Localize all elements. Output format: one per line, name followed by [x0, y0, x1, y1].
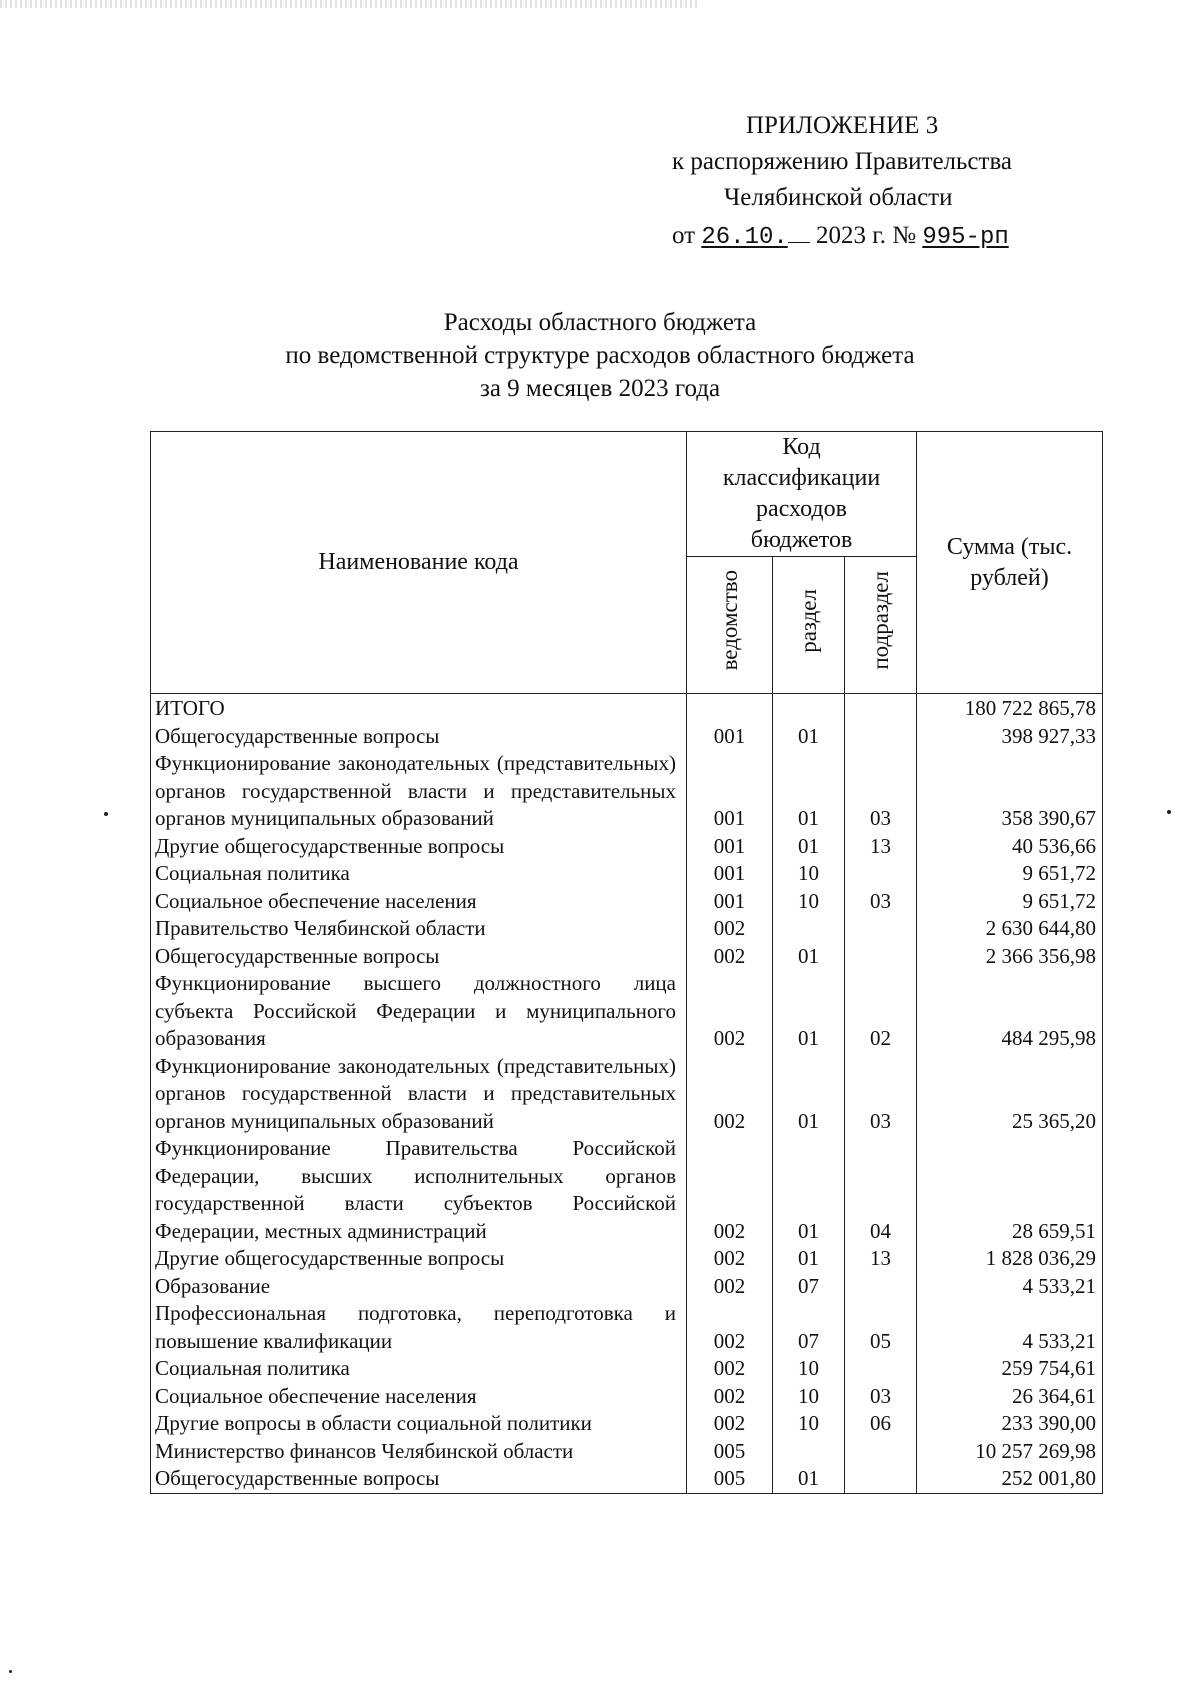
row-sum: 9 651,72 — [917, 888, 1103, 916]
row-sum: 40 536,66 — [917, 833, 1103, 861]
row-sum: 252 001,80 — [917, 1465, 1103, 1493]
row-department: 002 — [687, 1245, 773, 1273]
row-sum: 4 533,21 — [917, 1300, 1103, 1355]
row-sum: 1 828 036,29 — [917, 1245, 1103, 1273]
row-section — [773, 915, 845, 943]
document-title-line2: по ведомственной структуре расходов областного бюджета — [285, 342, 915, 369]
row-sum: 233 390,00 — [917, 1410, 1103, 1438]
row-section: 10 — [773, 1410, 845, 1438]
document-title — [150, 306, 1050, 405]
row-subsection: 03 — [845, 750, 917, 833]
row-subsection — [845, 1355, 917, 1383]
row-name: Общегосударственные вопросы — [151, 1465, 687, 1493]
scan-artifact-top — [0, 0, 700, 8]
table-row — [151, 888, 1103, 916]
row-name: ИТОГО — [151, 694, 687, 723]
table-row — [151, 1135, 1103, 1245]
table-row — [151, 1053, 1103, 1136]
row-section: 10 — [773, 1355, 845, 1383]
row-section: 01 — [773, 1053, 845, 1136]
row-sum: 484 295,98 — [917, 970, 1103, 1053]
header-department-label: ведомство — [716, 570, 742, 671]
row-sum: 2 366 356,98 — [917, 943, 1103, 971]
row-subsection: 04 — [845, 1135, 917, 1245]
row-section: 10 — [773, 888, 845, 916]
row-department: 002 — [687, 1135, 773, 1245]
header-sum-label: Сумма (тыс. рублей) — [946, 533, 1073, 591]
row-name: Функционирование законодательных (представительных) органов государственной власти и представительных органов муниципальных образований — [151, 1053, 687, 1136]
row-subsection: 03 — [845, 1383, 917, 1411]
row-subsection — [845, 1438, 917, 1466]
row-department: 002 — [687, 1410, 773, 1438]
row-sum: 9 651,72 — [917, 860, 1103, 888]
row-subsection — [845, 943, 917, 971]
row-sum: 180 722 865,78 — [917, 694, 1103, 723]
row-section — [773, 694, 845, 723]
row-subsection — [845, 1273, 917, 1301]
table-row — [151, 1438, 1103, 1466]
row-department: 001 — [687, 833, 773, 861]
table-row — [151, 1383, 1103, 1411]
header-code-group-label: Код классификации расходов бюджетов — [722, 434, 881, 553]
row-department: 002 — [687, 970, 773, 1053]
attachment-date-line — [660, 216, 1080, 256]
decree-date: 26.10. — [701, 224, 788, 251]
table-row — [151, 915, 1103, 943]
row-section: 07 — [773, 1273, 845, 1301]
row-department: 002 — [687, 1300, 773, 1355]
decree-number: 995-рп — [922, 224, 1009, 251]
row-department — [687, 694, 773, 723]
row-department: 001 — [687, 860, 773, 888]
row-department: 001 — [687, 888, 773, 916]
row-name: Другие общегосударственные вопросы — [151, 1245, 687, 1273]
table-row — [151, 694, 1103, 723]
row-subsection: 13 — [845, 1245, 917, 1273]
attachment-title: ПРИЛОЖЕНИЕ 3 — [746, 112, 939, 139]
row-section: 01 — [773, 1465, 845, 1493]
row-sum: 358 390,67 — [917, 750, 1103, 833]
row-name: Профессиональная подготовка, переподготовка и повышение квалификации — [151, 1300, 687, 1355]
table-body — [151, 694, 1103, 1494]
row-section: 01 — [773, 1245, 845, 1273]
header-section-label: раздел — [795, 588, 821, 653]
row-name: Функционирование высшего должностного лица субъекта Российской Федерации и муниципального образования — [151, 970, 687, 1053]
decree-year: 2023 г. № — [816, 222, 917, 249]
row-department: 002 — [687, 1383, 773, 1411]
row-department: 002 — [687, 1273, 773, 1301]
row-section: 01 — [773, 750, 845, 833]
row-name: Социальное обеспечение населения — [151, 1383, 687, 1411]
row-name: Общегосударственные вопросы — [151, 943, 687, 971]
row-subsection: 03 — [845, 1053, 917, 1136]
table-row — [151, 833, 1103, 861]
table-row — [151, 1245, 1103, 1273]
scan-speck-left — [104, 812, 108, 816]
header-code-group — [687, 432, 917, 557]
header-section — [773, 557, 845, 694]
header-sum — [917, 432, 1103, 694]
row-name: Другие общегосударственные вопросы — [151, 833, 687, 861]
document-title-line3: за 9 месяцев 2023 года — [479, 375, 721, 402]
row-sum: 398 927,33 — [917, 723, 1103, 751]
table-row — [151, 970, 1103, 1053]
attachment-header — [660, 108, 1080, 256]
scan-speck-right — [1167, 810, 1171, 814]
row-name: Социальное обеспечение населения — [151, 888, 687, 916]
header-subsection — [845, 557, 917, 694]
row-name: Общегосударственные вопросы — [151, 723, 687, 751]
row-subsection — [845, 915, 917, 943]
table-row — [151, 1465, 1103, 1493]
table-row — [151, 723, 1103, 751]
row-subsection: 05 — [845, 1300, 917, 1355]
row-section: 01 — [773, 943, 845, 971]
row-sum: 10 257 269,98 — [917, 1438, 1103, 1466]
row-subsection — [845, 860, 917, 888]
row-department: 002 — [687, 915, 773, 943]
row-section: 01 — [773, 970, 845, 1053]
table-row — [151, 1355, 1103, 1383]
row-section: 01 — [773, 723, 845, 751]
row-name: Функционирование Правительства Российской Федерации, высших исполнительных органов государственной власти субъектов Российской Федерации, местных администраций — [151, 1135, 687, 1245]
date-prefix: от — [672, 222, 696, 249]
table-row — [151, 943, 1103, 971]
row-subsection — [845, 694, 917, 723]
row-sum: 25 365,20 — [917, 1053, 1103, 1136]
row-department: 005 — [687, 1438, 773, 1466]
row-section: 10 — [773, 1383, 845, 1411]
scan-speck-corner — [9, 1670, 12, 1673]
attachment-decree-line: к распоряжению Правительства — [672, 148, 1013, 175]
row-sum: 2 630 644,80 — [917, 915, 1103, 943]
row-subsection: 03 — [845, 888, 917, 916]
table-row — [151, 750, 1103, 833]
row-department: 002 — [687, 943, 773, 971]
row-department: 001 — [687, 750, 773, 833]
row-sum: 4 533,21 — [917, 1273, 1103, 1301]
row-subsection — [845, 1465, 917, 1493]
row-section: 01 — [773, 1135, 845, 1245]
row-subsection: 06 — [845, 1410, 917, 1438]
table-row — [151, 1410, 1103, 1438]
header-department — [687, 557, 773, 694]
row-department: 002 — [687, 1053, 773, 1136]
row-name: Другие вопросы в области социальной политики — [151, 1410, 687, 1438]
table-row — [151, 1273, 1103, 1301]
row-subsection: 13 — [845, 833, 917, 861]
row-department: 002 — [687, 1355, 773, 1383]
header-subsection-label: подраздел — [867, 571, 893, 670]
table-row — [151, 860, 1103, 888]
table-header — [151, 432, 1103, 694]
row-subsection: 02 — [845, 970, 917, 1053]
row-subsection — [845, 723, 917, 751]
row-name: Образование — [151, 1273, 687, 1301]
row-section: 10 — [773, 860, 845, 888]
row-name: Правительство Челябинской области — [151, 915, 687, 943]
row-sum: 26 364,61 — [917, 1383, 1103, 1411]
header-name: Наименование кода — [151, 432, 687, 694]
row-department: 005 — [687, 1465, 773, 1493]
row-sum: 259 754,61 — [917, 1355, 1103, 1383]
row-name: Социальная политика — [151, 1355, 687, 1383]
row-department: 001 — [687, 723, 773, 751]
row-name: Министерство финансов Челябинской области — [151, 1438, 687, 1466]
document-title-line1: Расходы областного бюджета — [443, 309, 757, 336]
row-section: 07 — [773, 1300, 845, 1355]
row-name: Социальная политика — [151, 860, 687, 888]
row-sum: 28 659,51 — [917, 1135, 1103, 1245]
row-section: 01 — [773, 833, 845, 861]
row-section — [773, 1438, 845, 1466]
date-underline-gap — [788, 216, 810, 243]
table-row — [151, 1300, 1103, 1355]
budget-table — [150, 431, 1103, 1494]
attachment-region-line: Челябинской области — [724, 184, 953, 211]
row-name: Функционирование законодательных (представительных) органов государственной власти и представительных органов муниципальных образований — [151, 750, 687, 833]
